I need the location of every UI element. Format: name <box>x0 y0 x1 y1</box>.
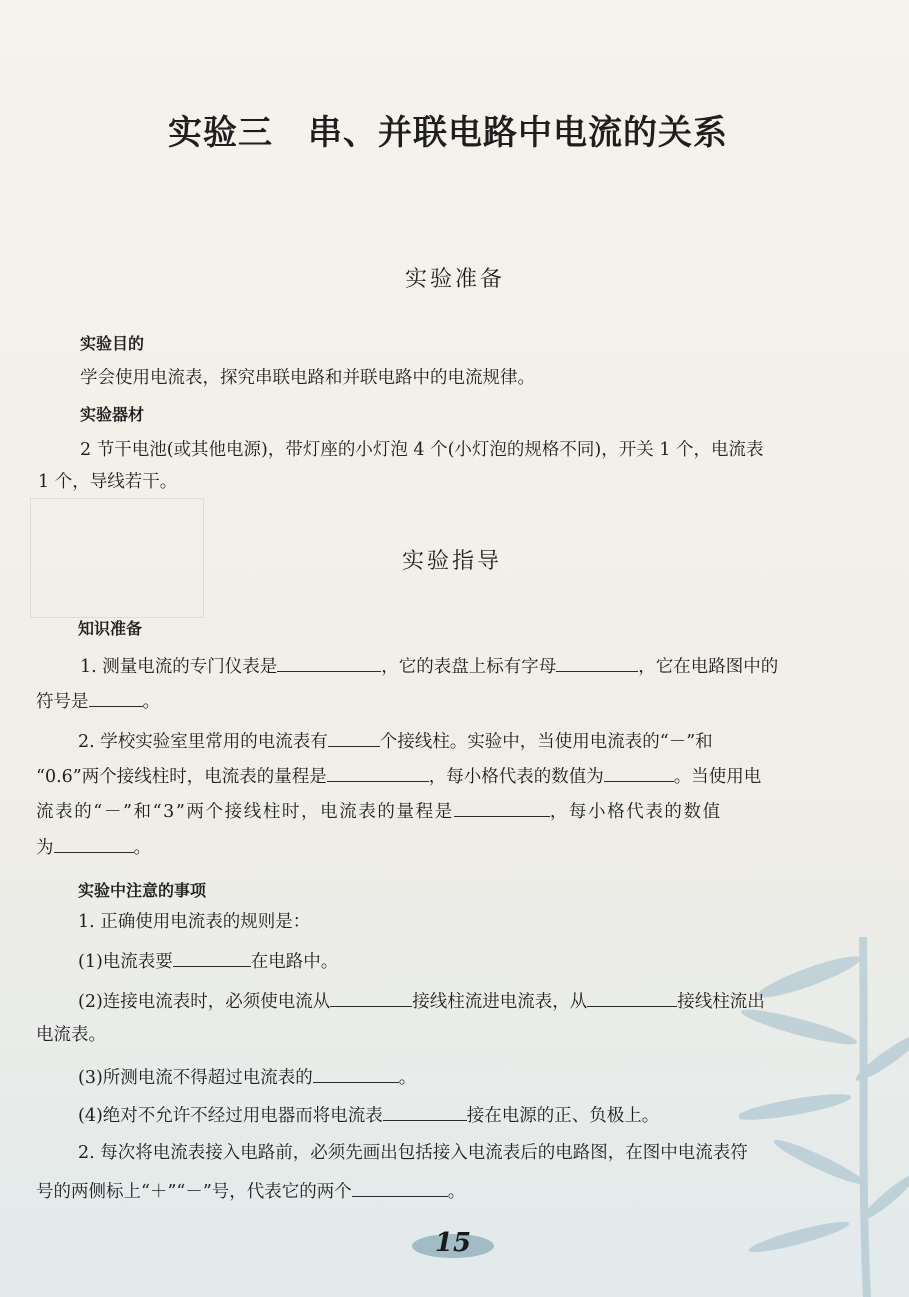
question-text: 。 <box>133 838 151 858</box>
question-text: ，每小格代表的数值为 <box>428 767 604 787</box>
notes-heading: 实验中注意的事项 <box>78 881 207 900</box>
question-text: 2. 学校实验室里常用的电流表有 <box>78 732 328 752</box>
rule-1-item-2-line1 <box>78 990 765 1013</box>
bleed-through-diagram <box>30 498 204 618</box>
equipment-text-line2: 1 个，导线若干。 <box>38 472 178 492</box>
question-1-line2 <box>36 690 160 713</box>
knowledge-heading: 知识准备 <box>78 619 143 638</box>
page-number-badge <box>412 1228 494 1262</box>
question-text: 流表的“－”和“3”两个接线柱时，电流表的量程是 <box>36 802 454 822</box>
answer-blank[interactable] <box>173 950 251 967</box>
rule-2-line2 <box>36 1180 465 1203</box>
question-text: ，每小格代表的数值 <box>549 802 722 822</box>
question-text: 在电路中。 <box>250 952 339 972</box>
question-text: (3)所测电流不得超过电流表的 <box>78 1068 313 1088</box>
question-text: (4)绝对不允许不经过用电器而将电流表 <box>78 1106 383 1126</box>
question-text: 接线柱流出 <box>677 992 765 1012</box>
rule-1-item-3 <box>78 1066 416 1089</box>
question-2-line4 <box>36 836 151 859</box>
rule-1-item-2-line2: 电流表。 <box>36 1025 106 1045</box>
section-heading-guide: 实验指导 <box>402 549 503 574</box>
question-text: “0.6”两个接线柱时，电流表的量程是 <box>36 767 327 787</box>
page-title: 实验三 串、并联电路中电流的关系 <box>168 113 728 153</box>
answer-blank[interactable] <box>277 655 381 672</box>
rule-1-item-1 <box>78 950 338 973</box>
question-text: 个接线柱。实验中，当使用电流表的“－”和 <box>379 732 713 752</box>
answer-blank[interactable] <box>89 690 143 707</box>
question-text: 为 <box>36 838 54 858</box>
question-text: (1)电流表要 <box>78 952 173 972</box>
question-text: 。 <box>398 1068 417 1088</box>
question-text: 接在电源的正、负极上。 <box>466 1106 660 1126</box>
answer-blank[interactable] <box>313 1066 399 1083</box>
answer-blank[interactable] <box>383 1104 467 1121</box>
equipment-heading: 实验器材 <box>80 405 145 424</box>
rule-2-line1: 2. 每次将电流表接入电路前，必须先画出包括接入电流表后的电路图，在图中电流表符 <box>78 1143 748 1163</box>
answer-blank[interactable] <box>587 990 677 1007</box>
rule-1-item-4 <box>78 1104 659 1127</box>
answer-blank[interactable] <box>330 990 412 1007</box>
question-2-line1 <box>78 730 713 753</box>
question-text: 符号是 <box>36 692 89 712</box>
section-heading-prep: 实验准备 <box>405 267 506 292</box>
page-number: 15 <box>434 1228 472 1258</box>
question-text: ，它的表盘上标有字母 <box>381 657 557 677</box>
question-text: 。 <box>447 1182 466 1202</box>
answer-blank[interactable] <box>604 765 674 782</box>
answer-blank[interactable] <box>327 765 429 782</box>
question-text: (2)连接电流表时，必须使电流从 <box>78 992 331 1012</box>
equipment-text-line1: 2 节干电池(或其他电源)，带灯座的小灯泡 4 个(小灯泡的规格不同)，开关 1 个，电流表 <box>80 440 764 460</box>
question-2-line3 <box>36 800 722 823</box>
answer-blank[interactable] <box>54 836 134 853</box>
answer-blank[interactable] <box>328 730 380 747</box>
question-2-line2 <box>36 765 761 788</box>
answer-blank[interactable] <box>556 655 638 672</box>
rule-1: 1. 正确使用电流表的规则是： <box>78 912 311 932</box>
purpose-text: 学会使用电流表，探究串联电路和并联电路中的电流规律。 <box>80 368 535 388</box>
answer-blank[interactable] <box>454 800 550 817</box>
purpose-heading: 实验目的 <box>80 334 145 353</box>
question-text: 。 <box>142 692 160 712</box>
answer-blank[interactable] <box>352 1180 448 1197</box>
question-text: 。当使用电 <box>673 767 762 787</box>
question-text: 号的两侧标上“＋”“－”号，代表它的两个 <box>36 1182 352 1202</box>
question-1-line1 <box>80 655 778 678</box>
question-text: ，它在电路图中的 <box>638 657 779 677</box>
question-text: 接线柱流进电流表，从 <box>412 992 588 1012</box>
question-text: 1. 测量电流的专门仪表是 <box>80 657 278 677</box>
